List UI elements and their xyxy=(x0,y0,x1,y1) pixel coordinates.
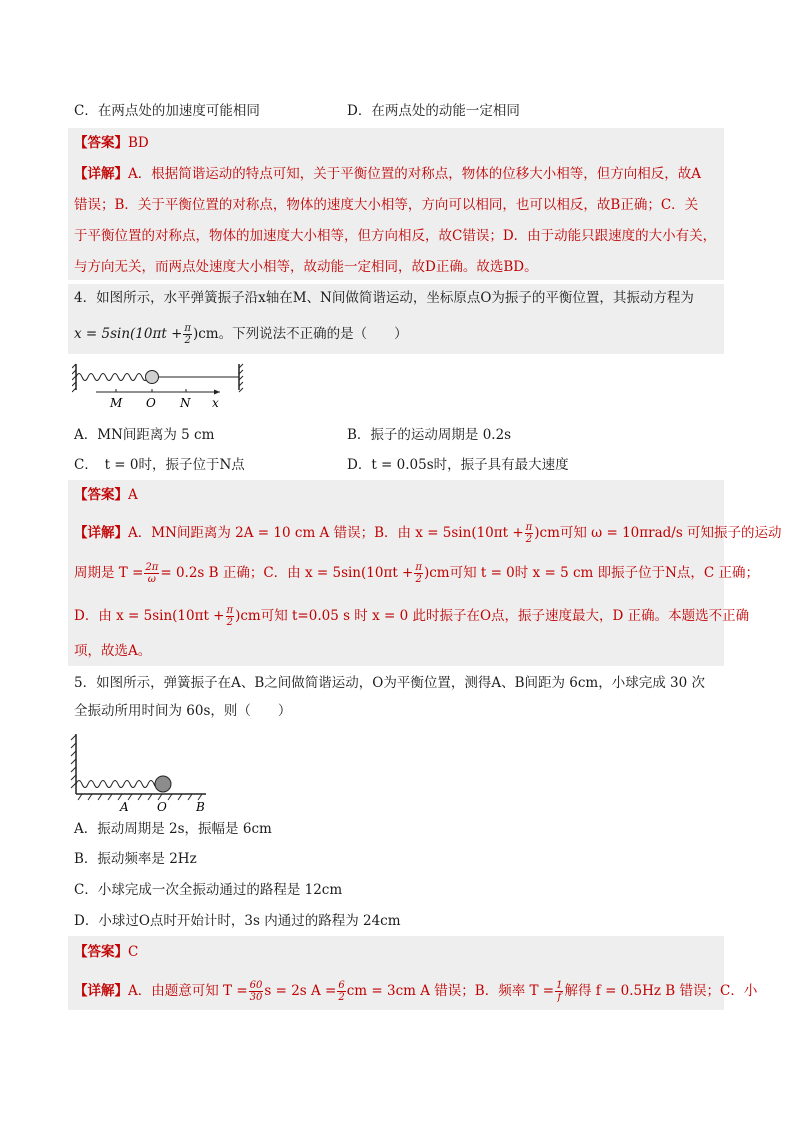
label-o: O xyxy=(157,800,167,812)
answer-value: A xyxy=(128,487,138,503)
answer-label: 【答案】 xyxy=(74,487,128,503)
q5-option-c: C．小球完成一次全振动通过的路程是 12cm xyxy=(74,882,343,898)
q4-option-c: C． t = 0时，振子位于N点 xyxy=(74,457,245,473)
q3-detail-line-1 xyxy=(74,164,701,184)
q3-detail-line-3: 于平衡位置的对称点，物体的加速度大小相等，但方向相反，故C错误；D．由于动能只跟速度的大小有关， xyxy=(74,228,717,244)
answer-label: 【答案】 xyxy=(74,135,128,151)
label-m: M xyxy=(110,396,123,410)
answer-value: C xyxy=(128,944,139,960)
q5-option-b: B．振动频率是 2Hz xyxy=(74,851,197,867)
detail-label: 【详解】 xyxy=(74,983,128,999)
detail-label: 【详解】 xyxy=(74,525,128,541)
fraction: $\frac{\pi}{2}$ xyxy=(525,522,533,545)
q5-option-d: D．小球过O点时开始计时，3s 内通过的路程为 24cm xyxy=(74,913,401,929)
detail-label: 【详解】 xyxy=(74,166,128,182)
q5-spring-figure xyxy=(68,732,218,812)
q5-answer xyxy=(74,942,138,962)
label-x: x xyxy=(212,396,219,410)
fraction: $\frac{60}{30}$ xyxy=(249,980,263,1003)
fraction: $\frac{2\pi}{\omega}$ xyxy=(145,562,159,585)
q4-detail-line-4: 项，故选A。 xyxy=(74,643,152,659)
q5-detail-line-1: 【详解】A．由题意可知 T = $\frac{60}{30}$ s = 2s A = $\frac{6}{2}$ cm = 3cm A 错误；B．频率 T = $\frac{1}{f}$ 解得 f = 0.5Hz B 错误；C．小 xyxy=(74,980,758,1003)
q3-option-d: D．在两点处的动能一定相同 xyxy=(347,103,520,119)
fraction: $\frac{\pi}{2}$ xyxy=(184,323,191,346)
q4-stem-line-2: x = 5sin(10πt + $\frac{\pi}{2}$ )cm。下列说法不正确的是（ ） xyxy=(74,323,408,346)
fraction: $\frac{6}{2}$ xyxy=(338,980,345,1003)
q4-spring-figure xyxy=(72,362,252,412)
label-a: A xyxy=(120,800,129,812)
q5-option-a: A．振动周期是 2s，振幅是 6cm xyxy=(74,821,272,837)
label-b: B xyxy=(196,800,205,812)
q4-detail-line-1: 【详解】A．MN间距离为 2A = 10 cm A 错误；B．由 x = 5sin(10πt + $\frac{\pi}{2}$ )cm可知 ω = 10πrad/s 可知振子的运动 xyxy=(74,522,782,545)
q4-option-d: D．t = 0.05s时，振子具有最大速度 xyxy=(347,457,569,473)
q3-detail-line-4: 与方向无关，而两点处速度大小相等，故动能一定相同，故D正确。故选BD。 xyxy=(74,259,538,275)
fraction: $\frac{\pi}{2}$ xyxy=(415,562,422,585)
fraction: $\frac{1}{f}$ xyxy=(556,980,563,1003)
q4-option-a: A．MN间距离为 5 cm xyxy=(74,427,215,443)
equation: x = 5sin(10πt + xyxy=(74,326,183,342)
q3-detail-line-2: 错误；B．关于平衡位置的对称点，物体的速度大小相等，方向可以相同，也可以相反，故B正确；C．关 xyxy=(74,197,699,213)
label-n: N xyxy=(180,396,191,410)
detail-text: A．根据简谐运动的特点可知，关于平衡位置的对称点，物体的位移大小相等，但方向相反，故A xyxy=(128,166,701,182)
q4-stem-line-1: 4．如图所示，水平弹簧振子沿x轴在M、N间做简谐运动，坐标原点O为振子的平衡位置，其振动方程为 xyxy=(74,290,694,306)
q4-detail-line-3: D．由 x = 5sin(10πt + $\frac{\pi}{2}$ )cm可知 t=0.05 s 时 x = 0 此时振子在O点，振子速度最大，D 正确。本题选不正确 xyxy=(74,605,750,628)
answer-label: 【答案】 xyxy=(74,944,128,960)
q4-answer xyxy=(74,485,138,505)
q3-answer xyxy=(74,133,149,153)
q4-option-b: B．振子的运动周期是 0.2s xyxy=(347,427,512,443)
q5-stem-line-2: 全振动所用时间为 60s，则（ ） xyxy=(74,703,292,719)
answer-value: BD xyxy=(128,135,149,151)
fraction: $\frac{\pi}{2}$ xyxy=(226,605,234,628)
q4-detail-line-2: 周期是 T = $\frac{2\pi}{\omega}$ = 0.2s B 正确；C．由 x = 5sin(10πt + $\frac{\pi}{2}$ )cm可知 t = 0时 x = 5 cm 即振子位于N点，C 正确； xyxy=(74,562,760,585)
q3-option-c: C．在两点处的加速度可能相同 xyxy=(74,103,260,119)
q5-stem-line-1: 5．如图所示，弹簧振子在A、B之间做简谐运动，O为平衡位置，测得A、B间距为 6cm，小球完成 30 次 xyxy=(74,675,705,691)
label-o: O xyxy=(146,396,156,410)
